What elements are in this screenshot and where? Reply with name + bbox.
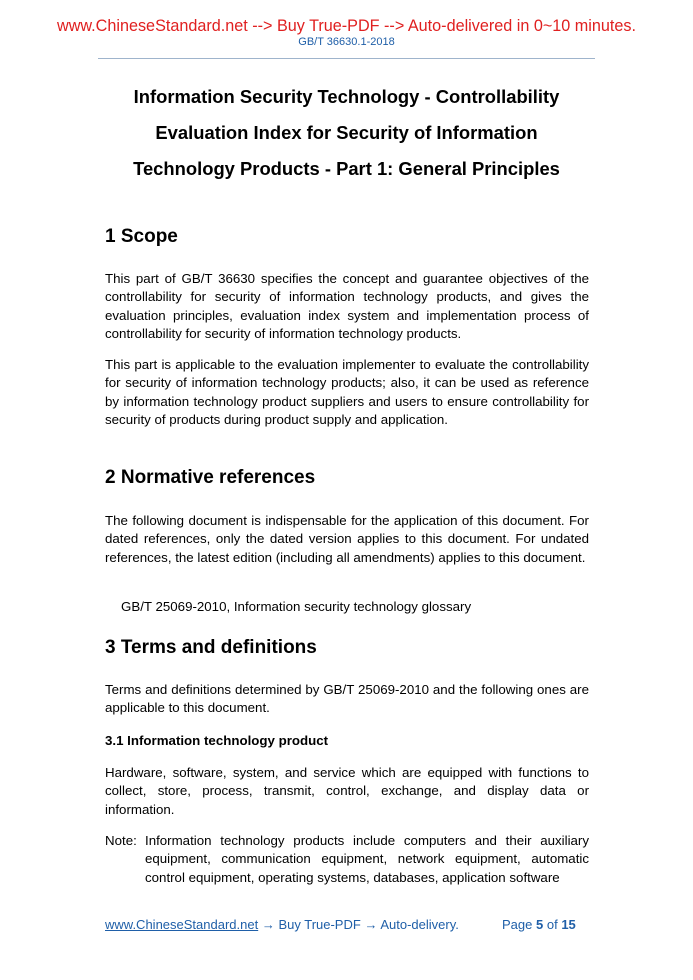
title-line-2: Evaluation Index for Security of Information [155,122,538,143]
terms-paragraph: Terms and definitions determined by GB/T 25069-2010 and the following ones are applicable to this document. [105,682,589,716]
arrow-right-icon: → [261,917,275,932]
document-title [80,79,613,187]
note-block [105,832,589,887]
page-total: 15 [561,917,576,932]
scope-paragraph-2: This part is applicable to the evaluation implementer to evaluate the controllability for security of information technology products; also, it can be used as reference by information technology product suppliers and users to ensure controllability for security of products during product supply and application. [105,357,589,427]
of-label: of [546,917,558,932]
scope-paragraph-1: This part of GB/T 36630 specifies the concept and guarantee objectives of the controllability for security of information technology products, and gives the evaluation principles, evaluation index system and implementation process of controllability for security of information technology products. [105,271,589,341]
title-line-1: Information Security Technology - Controllability [133,86,560,107]
reference-item: GB/T 25069-2010, Information security technology glossary [121,599,472,614]
normative-references-paragraph: The following document is indispensable for the application of this document. For dated references, only the dated version applies to this document. For undated references, the latest edition (including all amendments) applies to this document. [105,513,589,565]
header-divider [98,58,595,59]
title-line-3: Technology Products - Part 1: General Principles [133,158,560,179]
footer-buy-text: Buy True-PDF [278,917,361,932]
terms-heading: 3 Terms and definitions [105,637,317,658]
normative-references-heading: 2 Normative references [105,467,316,488]
term-3-1-heading: 3.1 Information technology product [105,733,329,748]
note-prefix: Note: [105,833,137,848]
document-code: GB/T 36630.1-2018 [298,36,395,48]
footer-auto-text: Auto-delivery. [380,917,459,932]
page-number: 5 [536,917,544,932]
footer-site-link[interactable]: www.ChineseStandard.net [105,917,259,932]
page-label: Page [502,917,533,932]
page-indicator [502,917,576,932]
arrow-right-icon: → [364,917,378,932]
promo-banner[interactable]: www.ChineseStandard.net --> Buy True-PDF --> Auto-delivered in 0~10 minutes. [57,17,636,35]
scope-heading: 1 Scope [105,226,178,247]
note-text: Information technology products include computers and their auxiliary equipment, communication equipment, network equipment, automatic control equipment, operating systems, databases, application software [145,833,589,885]
footer-promo[interactable] [105,917,459,932]
term-3-1-definition: Hardware, software, system, and service which are equipped with functions to collect, store, process, transmit, control, exchange, and display data or information. [105,765,589,817]
